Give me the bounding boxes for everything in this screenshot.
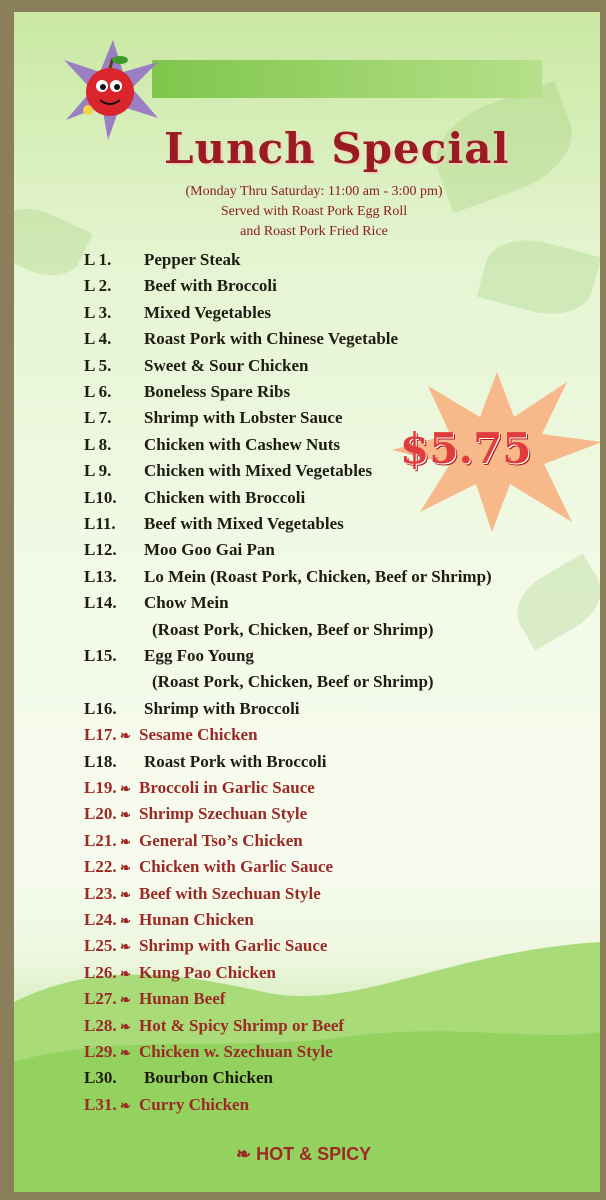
chili-pepper-icon: ❧ xyxy=(120,1018,131,1034)
menu-item-row xyxy=(14,435,600,459)
menu-item-row xyxy=(14,540,600,564)
item-name: Chicken with Broccoli xyxy=(144,487,306,507)
menu-item-row xyxy=(14,514,600,538)
item-number: L25. xyxy=(84,936,117,956)
menu-title: Lunch Special xyxy=(164,124,510,173)
item-number: L14. xyxy=(84,593,117,613)
menu-item-row xyxy=(14,1068,600,1092)
menu-item-row xyxy=(14,382,600,406)
item-number: L18. xyxy=(84,751,117,771)
chili-pepper-icon: ❧ xyxy=(120,992,131,1008)
item-number: L 8. xyxy=(84,434,112,454)
item-name: Chicken with Garlic Sauce xyxy=(139,857,334,877)
menu-item-row xyxy=(14,620,600,644)
menu-item-row xyxy=(14,778,600,802)
chili-pepper-icon: ❧ xyxy=(120,939,131,955)
item-name: Chicken w. Szechuan Style xyxy=(139,1042,333,1061)
item-name: Hot & Spicy Shrimp or Beef xyxy=(139,1015,345,1035)
item-name: Roast Pork with Broccoli xyxy=(144,751,327,771)
hours-note: (Monday Thru Saturday: 11:00 am - 3:00 pm) xyxy=(185,184,443,199)
price-label: $5.75 xyxy=(400,424,532,473)
menu-item-row xyxy=(14,672,600,696)
item-number: L29. xyxy=(84,1042,117,1061)
served-with-line-1: Served with Roast Pork Egg Roll xyxy=(220,204,408,219)
item-name: Hunan Chicken xyxy=(139,910,254,929)
item-number: L 2. xyxy=(84,276,112,296)
menu-item-row xyxy=(14,567,600,591)
menu-item-row xyxy=(14,804,600,828)
hot-spicy-legend xyxy=(236,1144,371,1165)
chili-pepper-icon: ❧ xyxy=(120,833,131,849)
item-name: Chicken with Cashew Nuts xyxy=(144,434,340,454)
item-number: L31. xyxy=(84,1094,117,1114)
item-name: Sesame Chicken xyxy=(139,725,258,745)
menu-item-row xyxy=(14,1042,600,1066)
menu-item-row xyxy=(14,303,600,327)
menu-item-row xyxy=(14,936,600,960)
chili-pepper-icon: ❧ xyxy=(120,1097,131,1113)
item-name: Broccoli in Garlic Sauce xyxy=(139,778,315,797)
chili-pepper-icon: ❧ xyxy=(120,913,131,928)
item-name: Sweet & Sour Chicken xyxy=(144,355,309,375)
item-number: L23. xyxy=(84,883,117,903)
item-name: Bourbon Chicken xyxy=(144,1068,273,1088)
item-name: (Roast Pork, Chicken, Beef or Shrimp) xyxy=(152,672,434,692)
item-name: Lo Mein (Roast Pork, Chicken, Beef or Shrimp) xyxy=(144,566,492,586)
menu-item-row xyxy=(14,329,600,353)
item-name: Boneless Spare Ribs xyxy=(144,382,291,401)
menu-item-row xyxy=(14,356,600,380)
item-number: L15. xyxy=(84,646,117,665)
item-name: Shrimp with Garlic Sauce xyxy=(139,936,328,956)
chili-pepper-icon: ❧ xyxy=(120,965,131,981)
menu-item-row xyxy=(14,752,600,776)
menu-item-row xyxy=(14,884,600,908)
item-number: L10. xyxy=(84,487,117,507)
item-number: L26. xyxy=(84,962,117,982)
item-name: Curry Chicken xyxy=(139,1094,250,1114)
item-name: Chicken with Mixed Vegetables xyxy=(144,461,373,481)
item-name: Chow Mein xyxy=(144,593,229,613)
menu-item-row xyxy=(14,461,600,485)
item-number: L30. xyxy=(84,1068,117,1088)
chili-pepper-icon: ❧ xyxy=(120,728,131,744)
menu-item-row xyxy=(14,593,600,617)
apple-mascot-logo xyxy=(58,40,168,140)
item-name: Roast Pork with Chinese Vegetable xyxy=(144,329,399,349)
chili-pepper-icon: ❧ xyxy=(236,1144,252,1164)
legend-label: HOT & SPICY xyxy=(256,1144,372,1164)
header-band xyxy=(152,60,542,98)
item-name: Beef with Mixed Vegetables xyxy=(144,514,344,533)
item-number: L 9. xyxy=(84,461,112,481)
item-number: L27. xyxy=(84,989,117,1009)
menu-item-row xyxy=(14,910,600,934)
menu-item-row xyxy=(14,725,600,749)
item-number: L 1. xyxy=(84,250,112,269)
item-number: L11. xyxy=(84,514,116,533)
menu-item-row xyxy=(14,699,600,723)
item-name: General Tso’s Chicken xyxy=(139,830,303,850)
item-name: Shrimp Szechuan Style xyxy=(139,804,308,824)
menu-page xyxy=(14,12,600,1192)
served-with-line-2: and Roast Pork Fried Rice xyxy=(240,224,388,239)
item-name: Pepper Steak xyxy=(144,250,241,269)
chili-pepper-icon: ❧ xyxy=(120,781,131,796)
item-name: Shrimp with Lobster Sauce xyxy=(144,408,343,428)
chili-pepper-icon: ❧ xyxy=(120,807,131,823)
item-number: L17. xyxy=(84,725,117,745)
menu-item-row xyxy=(14,250,600,274)
item-number: L21. xyxy=(84,830,117,850)
menu-item-row xyxy=(14,1095,600,1119)
item-number: L 7. xyxy=(84,408,112,428)
item-number: L22. xyxy=(84,857,117,877)
menu-item-row xyxy=(14,408,600,432)
item-name: Hunan Beef xyxy=(139,989,226,1009)
chili-pepper-icon: ❧ xyxy=(120,886,131,902)
item-name: Shrimp with Broccoli xyxy=(144,698,300,718)
item-number: L24. xyxy=(84,910,117,929)
item-name: Beef with Szechuan Style xyxy=(139,883,321,903)
leaf-decoration xyxy=(14,196,92,288)
menu-item-row xyxy=(14,963,600,987)
item-name: Moo Goo Gai Pan xyxy=(144,540,275,560)
item-number: L13. xyxy=(84,566,117,586)
menu-item-row xyxy=(14,488,600,512)
item-name: Mixed Vegetables xyxy=(144,302,272,322)
item-number: L 6. xyxy=(84,382,112,401)
chili-pepper-icon: ❧ xyxy=(120,1045,131,1060)
menu-item-row xyxy=(14,831,600,855)
item-number: L28. xyxy=(84,1015,117,1035)
item-number: L12. xyxy=(84,540,117,560)
chili-pepper-icon: ❧ xyxy=(120,860,131,876)
item-number: L19. xyxy=(84,778,117,797)
item-number: L 4. xyxy=(84,329,112,349)
menu-item-row xyxy=(14,989,600,1013)
item-number: L 5. xyxy=(84,355,112,375)
item-name: Beef with Broccoli xyxy=(144,276,277,296)
menu-item-row xyxy=(14,857,600,881)
menu-item-row xyxy=(14,646,600,670)
item-name: Egg Foo Young xyxy=(144,646,254,665)
item-number: L 3. xyxy=(84,302,112,322)
menu-item-row xyxy=(14,1016,600,1040)
item-number: L20. xyxy=(84,804,117,824)
item-name: Kung Pao Chicken xyxy=(139,962,276,982)
item-name: (Roast Pork, Chicken, Beef or Shrimp) xyxy=(152,619,434,639)
item-number: L16. xyxy=(84,698,117,718)
menu-item-row xyxy=(14,276,600,300)
